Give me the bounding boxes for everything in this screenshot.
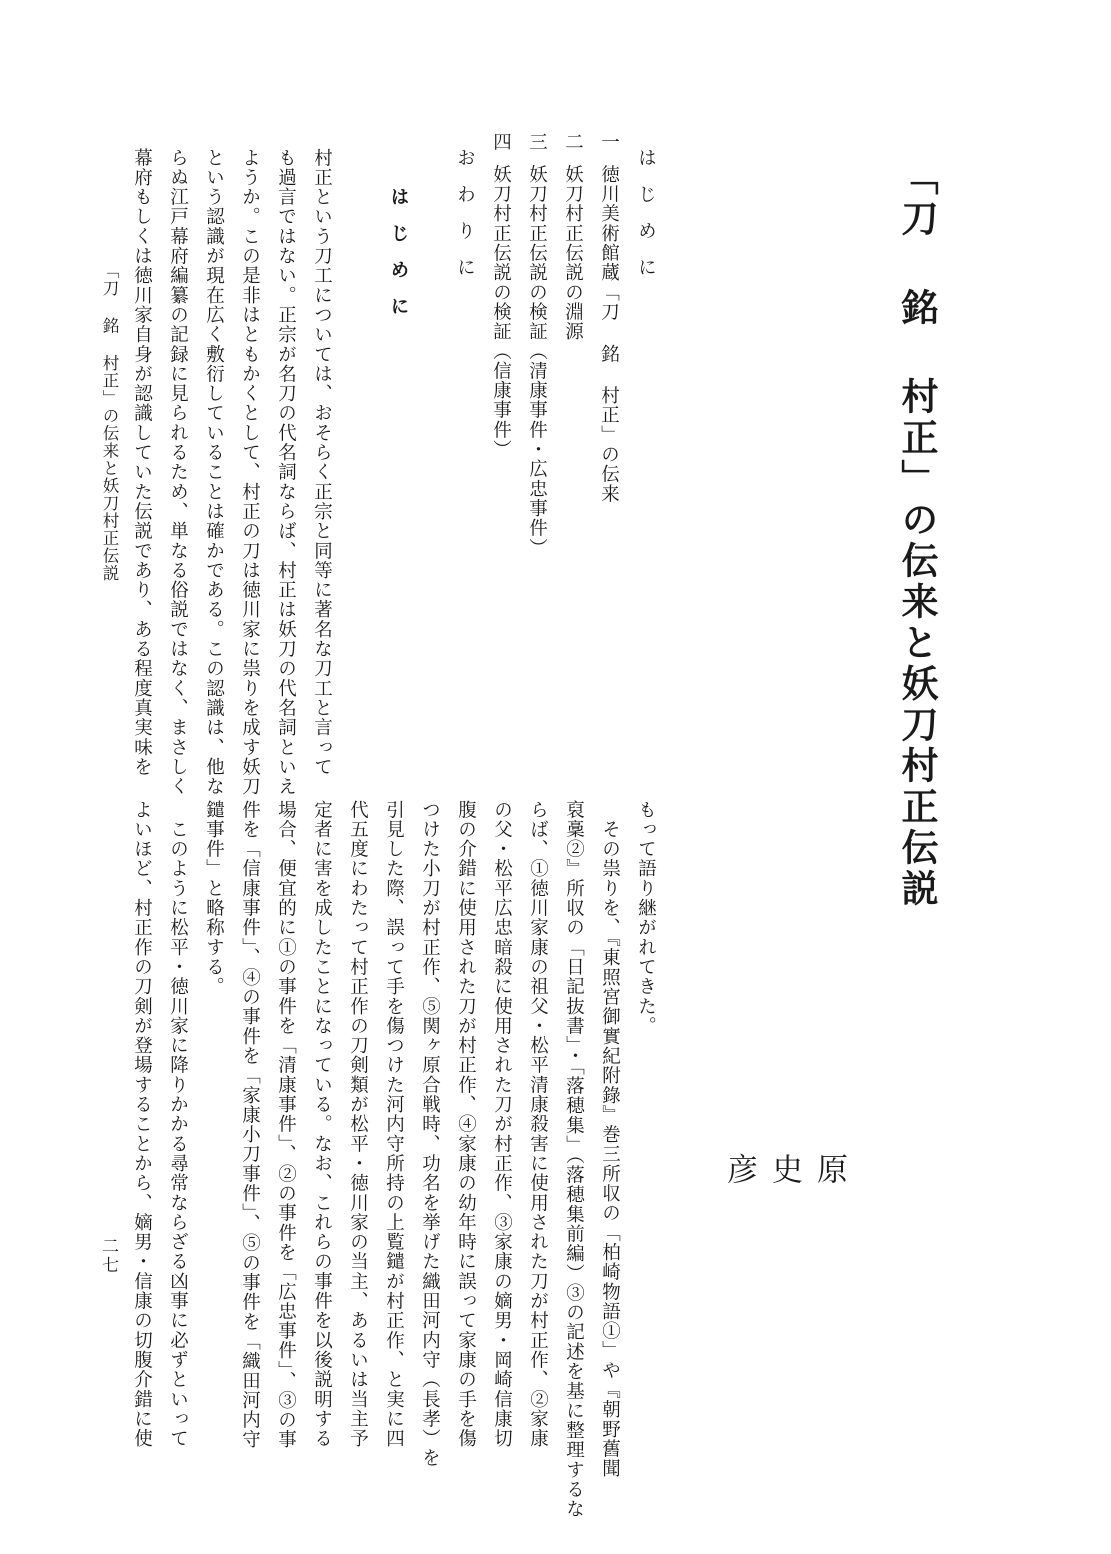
toc-item-1-text: 徳川美術館蔵「刀 銘 村正」の伝来: [598, 164, 620, 504]
toc-item-2: [563, 132, 582, 342]
toc-item-3: [527, 132, 546, 558]
author-char-3: 彦: [721, 1153, 757, 1184]
toc-item-3-text: 妖刀村正伝説の検証（清康事件・広忠事件）: [526, 164, 548, 558]
body-column: このように松平・徳川家に降りかかる尋常ならざる凶事に必ずといって: [167, 800, 189, 1449]
body-column: らぬ江戸幕府編纂の記録に見られるため、単なる俗説ではなく、まさしく: [167, 148, 189, 797]
author-name: [717, 1153, 852, 1226]
toc-item-2-num: 二: [562, 132, 584, 152]
running-header: 「刀 銘 村正」の伝来と妖刀村正伝説: [100, 262, 119, 582]
page-number: 二七: [98, 1237, 118, 1275]
toc-item-1: [599, 132, 618, 504]
body-column: も過言ではない。正宗が名刀の代名詞ならば、村正は妖刀の代名詞といえ: [275, 148, 297, 797]
toc-item-4-num: 四: [490, 132, 512, 152]
article-title: 「刀 銘 村正」の伝来と妖刀村正伝説: [895, 158, 939, 910]
body-column: 腹の介錯に使用された刀が村正作、④家康の幼年時に誤って家康の手を傷: [455, 800, 477, 1449]
body-column: その祟りを、『東照宮御實紀附錄』巻三所収の「柏崎物語①」や『朝野舊聞: [599, 800, 621, 1479]
toc-item-1-num: 一: [598, 132, 620, 152]
body-column: 裒稾②』所収の「日記抜書」・「落穂集」（落穂集前編）③の記述を基に整理するな: [563, 800, 585, 1519]
body-column: もって語り継がれてきた。: [635, 800, 657, 1036]
body-column: 件を「信康事件」、④の事件を「家康小刀事件」、⑤の事件を「織田河内守: [239, 800, 261, 1450]
body-column: の父・松平広忠暗殺に使用された刀が村正作、③家康の嫡男・岡崎信康切: [491, 800, 513, 1449]
toc-item-2-text: 妖刀村正伝説の淵源: [562, 164, 584, 342]
section-heading: はじめに: [388, 187, 409, 333]
author-char-2: 史: [766, 1153, 802, 1184]
body-column: らば、①徳川家康の祖父・松平清康殺害に使用された刀が村正作、②家康: [527, 800, 549, 1449]
body-column: 定者に害を成したことになっている。なお、これらの事件を以後説明する: [311, 800, 333, 1449]
body-column: 場合、便宜的に①の事件を「清康事件」、②の事件を「広忠事件」、③の事: [275, 800, 297, 1450]
body-column: 幕府もしくは徳川家自身が認識していた伝説であり、ある程度真実味を: [131, 148, 153, 777]
body-column: よいほど、村正作の刀剣が登場することから、嫡男・信康の切腹介錯に使: [131, 800, 153, 1449]
toc-item-4-text: 妖刀村正伝説の検証（信康事件）: [490, 164, 512, 460]
body-column: 鑓事件」と略称する。: [203, 800, 225, 997]
author-char-1: 原: [811, 1153, 847, 1184]
body-column: という認識が現在広く敷衍していることは確かである。この認識は、他な: [203, 148, 225, 797]
body-column: つけた小刀が村正作、⑤関ヶ原合戦時、功名を挙げた織田河内守（長孝）を: [419, 800, 441, 1469]
toc-heading: はじめに: [635, 148, 657, 294]
body-column: 代五度にわたって村正作の刀剣類が松平・徳川家の当主、あるいは当主予: [347, 800, 369, 1449]
toc-item-3-num: 三: [526, 132, 548, 152]
toc-closing: おわりに: [454, 148, 476, 294]
body-column: 引見した際、誤って手を傷つけた河内守所持の上覧鑓が村正作、と実に四: [383, 800, 405, 1449]
body-column: ようか。この是非はともかくとして、村正の刀は徳川家に祟りを成す妖刀: [239, 148, 261, 797]
body-column: 村正という刀工については、おそらく正宗と同等に著名な刀工と言って: [311, 148, 333, 777]
toc-item-4: [491, 132, 510, 459]
